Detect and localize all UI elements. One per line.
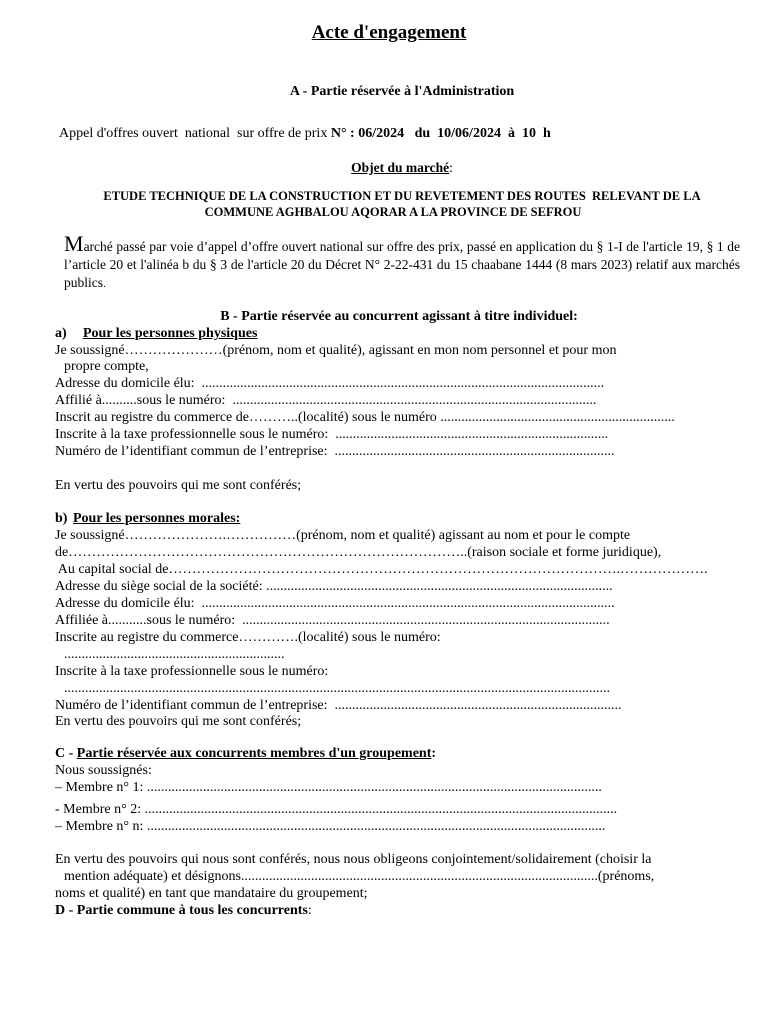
b-registre: Inscrite au registre du commerce………….(localité) sous le numéro:	[55, 630, 441, 645]
c-membre-n: – Membre n° n: ...................................................................................................................................	[55, 819, 606, 834]
c-nous-soussignes: Nous soussignés:	[55, 763, 152, 778]
a-taxe: Inscrite à la taxe professionnelle sous le numéro: ..............................................................................	[55, 427, 609, 442]
a-registre: Inscrit au registre du commerce de………..(localité) sous le numéro ...................................................................	[55, 410, 675, 425]
c-membre-2: - Membre n° 2: .......................................................................................................................................	[55, 802, 618, 817]
b-taxe-dots: ............................................................................................................................................................	[64, 681, 610, 696]
marche-paragraph	[64, 231, 740, 293]
c-pouvoirs-line-3: noms et qualité) en tant que mandataire du groupement;	[55, 886, 368, 901]
b-raison-sociale: de…………………………………………………………………………..(raison sociale et forme juridique),	[55, 545, 662, 560]
section-d-heading: D - Partie commune à tous les concurrents	[55, 903, 308, 918]
c-membre-1: – Membre n° 1: ..................................................................................................................................	[55, 780, 602, 795]
b-siege: Adresse du siège social de la société: ...................................................................................................	[55, 579, 613, 594]
objet-line-2: COMMUNE AGHBALOU AQORAR A LA PROVINCE DE SEFROU	[204, 205, 582, 219]
a-domicile: Adresse du domicile élu: ...................................................................................................................	[55, 376, 605, 391]
a-soussigne-cont: propre compte,	[64, 359, 149, 374]
objet-label: Objet du marché	[351, 160, 450, 175]
subsection-b-label: b)	[55, 511, 68, 526]
section-b-heading: B - Partie réservée au concurrent agissant à titre individuel:	[220, 309, 578, 324]
b-pouvoirs: En vertu des pouvoirs qui me sont conférés;	[55, 714, 302, 729]
marche-initial: M	[64, 231, 84, 256]
a-soussigne: Je soussigné…………………(prénom, nom et qualité), agissant en mon nom personnel et pour mon	[55, 343, 617, 358]
section-c-colon: :	[431, 746, 437, 761]
b-affiliee: Affiliée à...........sous le numéro: .........................................................................................................	[55, 613, 610, 628]
section-c-title: Partie réservée aux concurrents membres d'un groupement	[76, 746, 432, 761]
section-a-heading: A - Partie réservée à l'Administration	[289, 84, 515, 99]
b-domicile: Adresse du domicile élu: ......................................................................................................................	[55, 596, 615, 611]
section-c-heading	[55, 746, 436, 762]
c-pouvoirs-line-2: mention adéquate) et désignons......................................................................................................(prénoms,	[64, 869, 655, 884]
c-pouvoirs-line-1: En vertu des pouvoirs qui nous sont conférés, nous nous obligeons conjointement/solidairement (choisir la	[55, 852, 652, 867]
appel-offres-line	[59, 126, 551, 142]
section-d-colon: :	[307, 903, 312, 918]
a-affilie: Affilié à..........sous le numéro: ........................................................................................................	[55, 393, 597, 408]
b-taxe: Inscrite à la taxe professionnelle sous le numéro:	[55, 664, 329, 679]
objet-colon: :	[449, 160, 453, 175]
b-identifiant: Numéro de l’identifiant commun de l’entreprise: ..................................................................................	[55, 698, 622, 713]
b-soussigne: Je soussigné………………….……………(prénom, nom et qualité) agissant au nom et pour le compte	[55, 528, 631, 543]
a-pouvoirs: En vertu des pouvoirs qui me sont conférés;	[55, 478, 302, 493]
subsection-b-title: Pour les personnes morales:	[73, 511, 241, 526]
subsection-a-label: a)	[55, 326, 67, 341]
objet-label-line	[0, 160, 768, 176]
section-d-heading-line	[55, 903, 312, 919]
marche-text: arché passé par voie d’appel d’offre ouvert national sur offre des prix, passé en application du § 1-I de l'article 19, § 1 de l’article 20 et l'alinéa b du § 3 de l'article 20 du Décret N° 2-22-431 du 15 chaabane 1444 (8 mars 2023) relatif aux marchés publics	[64, 239, 740, 290]
b-registre-dots: ...............................................................	[64, 647, 285, 662]
objet-line-1: ETUDE TECHNIQUE DE LA CONSTRUCTION ET DU REVETEMENT DES ROUTES RELEVANT DE LA	[103, 189, 701, 203]
marche-end: .	[103, 278, 106, 290]
appel-number: N° : 06/2024 du 10/06/2024 à 10 h	[330, 126, 551, 141]
appel-prefix: Appel d'offres ouvert national sur offre de prix	[59, 126, 331, 141]
b-capital: Au capital social de…………………………………………………………………………………….……………….	[55, 562, 708, 577]
subsection-a-title: Pour les personnes physiques	[83, 326, 258, 341]
section-c-prefix: C -	[55, 746, 77, 761]
a-identifiant: Numéro de l’identifiant commun de l’entreprise: ................................................................................	[55, 444, 615, 459]
document-title: Acte d'engagement	[311, 22, 467, 43]
